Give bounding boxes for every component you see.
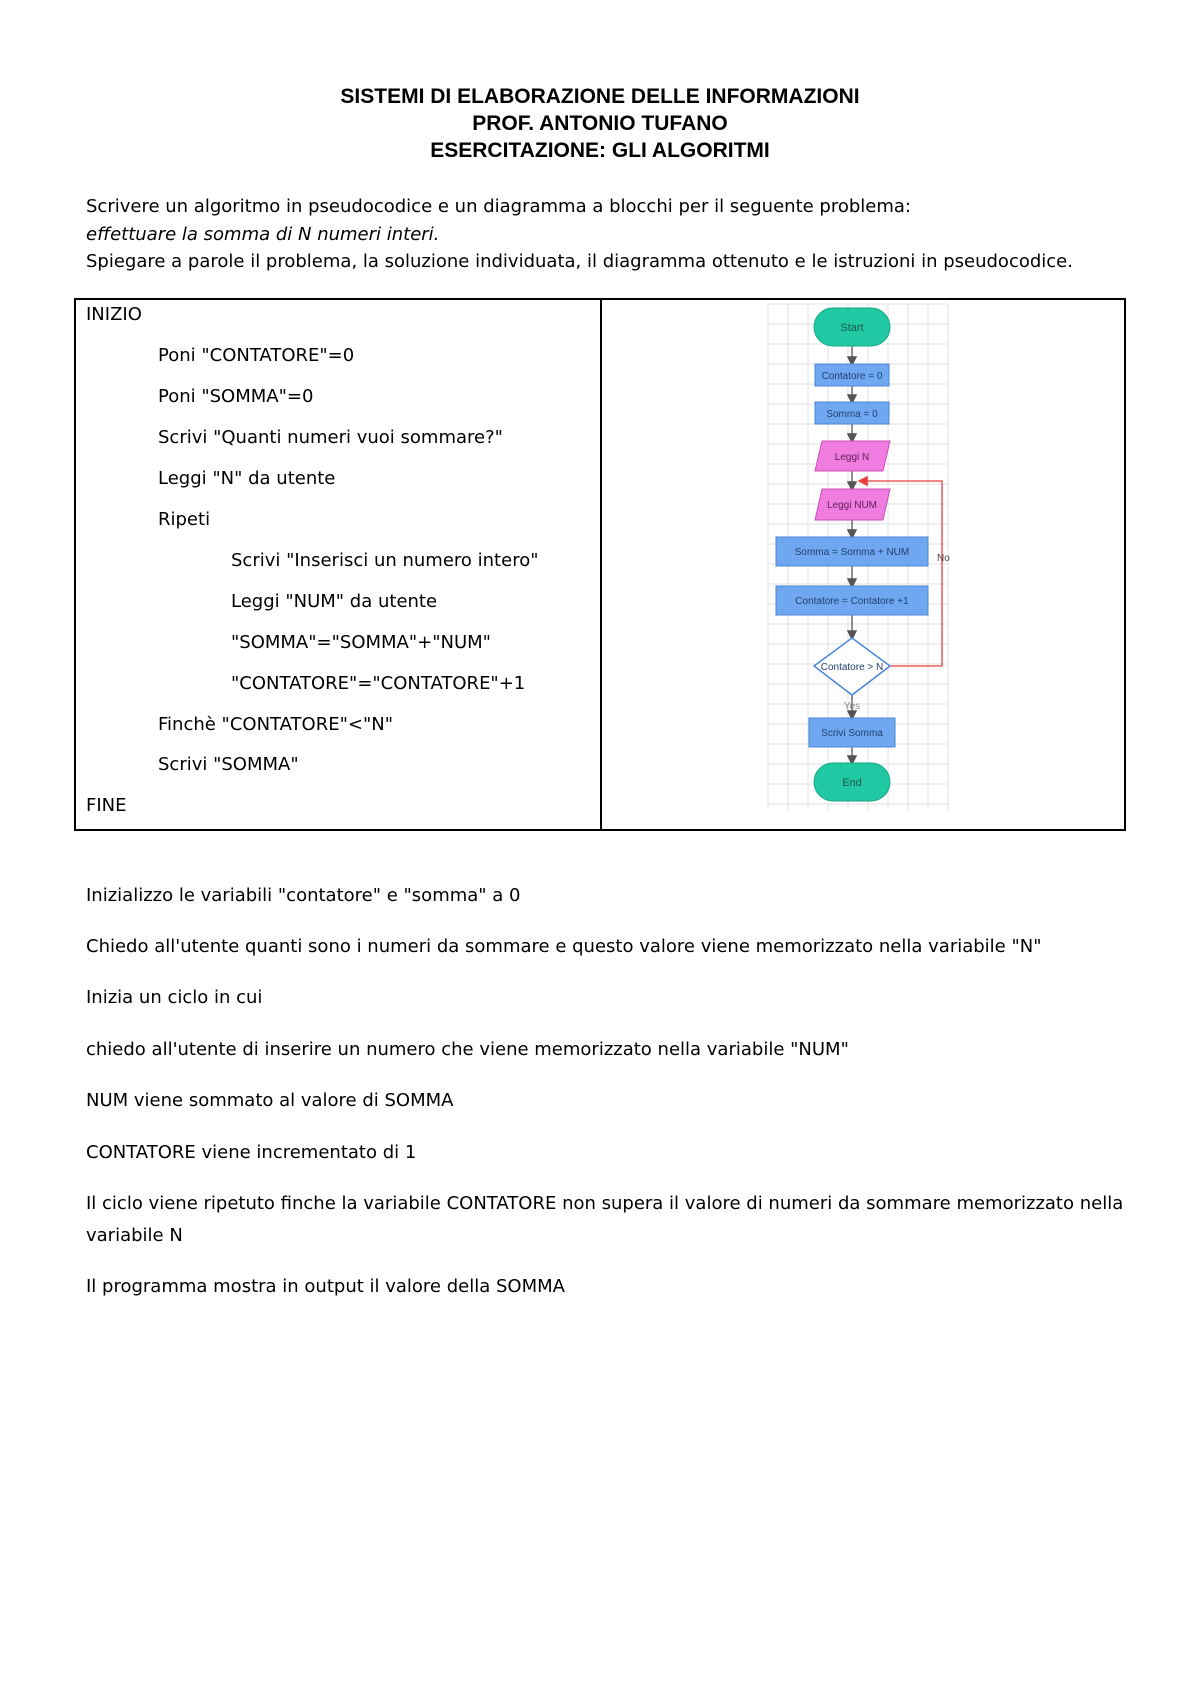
pseudocode-line: "CONTATORE"="CONTATORE"+1 [231, 673, 526, 694]
start-label: Start [840, 322, 864, 334]
pseudocode-line: Ripeti [158, 509, 211, 530]
somma-update-label: Somma = Somma + NUM [794, 547, 910, 558]
explanation-paragraph: CONTATORE viene incrementato di 1 [86, 1142, 417, 1163]
decision-label: Contatore > N [820, 662, 884, 673]
end-label: End [842, 777, 862, 789]
contatore-init-label: Contatore = 0 [821, 371, 883, 382]
explanation-paragraph: Il ciclo viene ripetuto finche la variabile CONTATORE non supera il valore di numeri da sommare memorizzato nella variabile N [86, 1193, 1124, 1246]
leggi-num-label: Leggi NUM [826, 500, 878, 511]
problem-statement: effettuare la somma di N numeri interi. [86, 223, 440, 245]
professor-name: PROF. ANTONIO TUFANO [472, 112, 728, 135]
explanation-paragraph: NUM viene sommato al valore di SOMMA [86, 1090, 454, 1111]
pseudocode-line: Leggi "NUM" da utente [231, 591, 438, 612]
explanation-paragraph: chiedo all'utente di inserire un numero che viene memorizzato nella variabile "NUM" [86, 1039, 849, 1060]
flowchart-diagram [602, 300, 1124, 829]
document-header [0, 83, 1200, 164]
assignment-text [86, 193, 1146, 276]
scrivi-somma-label: Scrivi Somma [821, 728, 883, 739]
exercise-title: ESERCITAZIONE: GLI ALGORITMI [430, 139, 770, 162]
pseudocode-line: Poni "SOMMA"=0 [158, 386, 314, 407]
pseudocode-line: INIZIO [86, 304, 142, 325]
pseudocode-line: Scrivi "SOMMA" [158, 754, 299, 775]
contatore-update-label: Contatore = Contatore +1 [795, 596, 909, 607]
explanation-paragraph: Inizializzo le variabili "contatore" e "somma" a 0 [86, 885, 521, 906]
explanation-paragraph: Chiedo all'utente quanti sono i numeri da sommare e questo valore viene memorizzato nella variabile "N" [86, 936, 1042, 957]
yes-label: Yes [843, 701, 861, 712]
explanation-paragraph: Inizia un ciclo in cui [86, 987, 263, 1008]
pseudocode-line: Scrivi "Quanti numeri vuoi sommare?" [158, 427, 503, 448]
somma-init-label: Somma = 0 [826, 409, 878, 420]
leggi-n-label: Leggi N [834, 452, 870, 463]
solution-table [74, 298, 1126, 831]
no-label: No [937, 553, 950, 564]
flowchart-cell [602, 300, 1124, 829]
pseudocode-line: Leggi "N" da utente [158, 468, 336, 489]
pseudocode-line: FINE [86, 795, 127, 816]
assignment-line-3: Spiegare a parole il problema, la soluzione individuata, il diagramma ottenuto e le istruzioni in pseudocodice. [86, 251, 1073, 272]
course-title: SISTEMI DI ELABORAZIONE DELLE INFORMAZIONI [340, 85, 860, 108]
explanation-paragraph: Il programma mostra in output il valore della SOMMA [86, 1276, 565, 1297]
pseudocode-line: Finchè "CONTATORE"<"N" [158, 714, 393, 735]
pseudocode-line: Poni "CONTATORE"=0 [158, 345, 355, 366]
pseudocode-line: "SOMMA"="SOMMA"+"NUM" [231, 632, 491, 653]
assignment-line-1: Scrivere un algoritmo in pseudocodice e un diagramma a blocchi per il seguente problema: [86, 196, 911, 217]
pseudocode-line: Scrivi "Inserisci un numero intero" [231, 550, 539, 571]
